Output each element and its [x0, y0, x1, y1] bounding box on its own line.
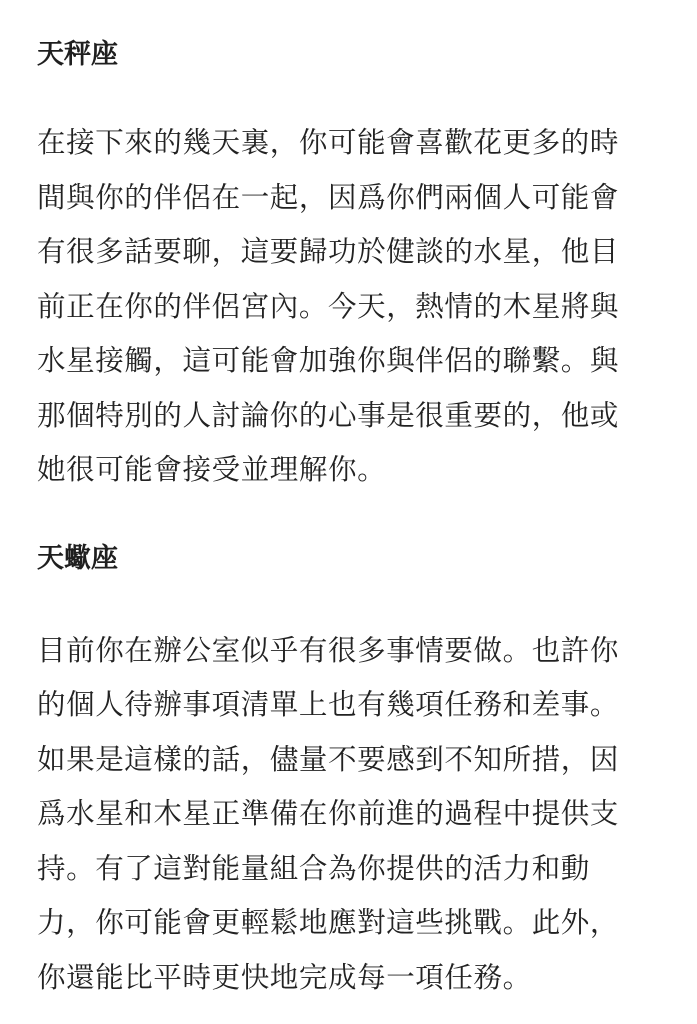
paragraph-line: 有很多話要聊，這要歸功於健談的水星，他目: [37, 235, 620, 268]
paragraph-line: 的個人待辦事項清單上也有幾項任務和差事。: [37, 688, 620, 721]
libra-paragraph: [37, 116, 663, 498]
paragraph-line: 水星接觸，這可能會加強你與伴侶的聯繫。與: [37, 344, 620, 377]
scorpio-heading: 天蠍座: [37, 542, 118, 574]
paragraph-line: 目前你在辦公室似乎有很多事情要做。也許你: [37, 633, 620, 667]
paragraph-line: 間與你的伴侶在一起，因爲你們兩個人可能會: [37, 180, 620, 214]
paragraph-line: 前正在你的伴侶宮內。今天，熱情的木星將與: [37, 289, 620, 323]
paragraph-line: 持。有了這對能量組合為你提供的活力和動: [37, 851, 590, 885]
horoscope-article: [37, 30, 663, 1005]
paragraph-line: 她很可能會接受並理解你。: [37, 453, 387, 486]
paragraph-line: 你還能比平時更快地完成每一項任務。: [37, 960, 532, 994]
paragraph-line: 那個特別的人討論你的心事是很重要的，他或: [37, 398, 620, 432]
paragraph-line: 力，你可能會更輕鬆地應對這些挑戰。此外，: [37, 906, 620, 939]
paragraph-line: 爲水星和木星正準備在你前進的過程中提供支: [37, 797, 620, 830]
libra-heading: 天秤座: [37, 39, 118, 70]
scorpio-paragraph: [37, 624, 663, 1006]
paragraph-line: 如果是這樣的話，儘量不要感到不知所措，因: [37, 742, 620, 776]
paragraph-line: 在接下來的幾天裏，你可能會喜歡花更多的時: [37, 126, 620, 159]
